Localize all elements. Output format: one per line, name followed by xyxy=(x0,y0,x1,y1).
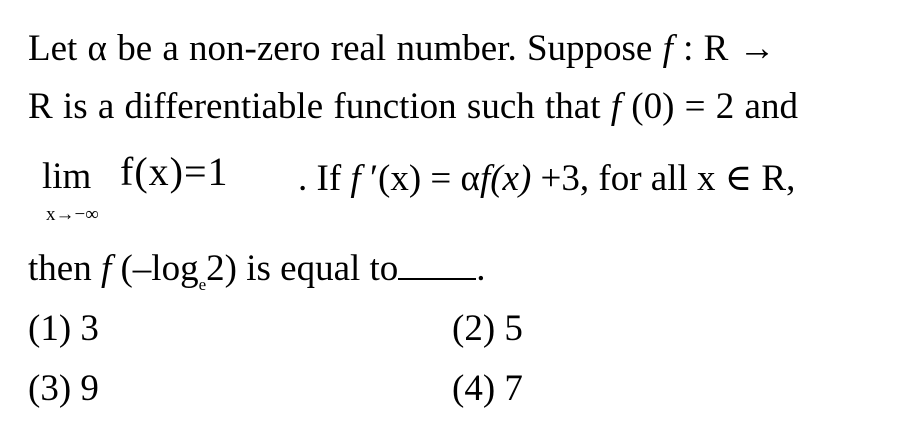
question-line-4 xyxy=(28,248,486,294)
question-line-2 xyxy=(28,88,798,125)
line4-text: then xyxy=(28,248,101,289)
function-f: f xyxy=(662,28,673,69)
line1-text-end: : R → xyxy=(672,28,776,69)
function-f: f xyxy=(100,248,112,289)
line2-text-end: (0) = 2 and xyxy=(621,86,798,127)
line1-text: Let α be a non-zero real number. Suppose xyxy=(28,28,663,69)
option-2[interactable]: (2) 5 xyxy=(452,308,523,349)
question-block xyxy=(28,0,888,424)
option-1[interactable]: (1) 3 xyxy=(28,308,99,349)
question-line-1 xyxy=(28,30,776,67)
line3-text: . If xyxy=(298,158,351,199)
line3-text-end: +3, for all x ∈ R, xyxy=(531,158,796,199)
option-4[interactable]: (4) 7 xyxy=(452,368,523,409)
lim-word: lim xyxy=(42,156,92,197)
log-text: (–log xyxy=(111,248,199,289)
limit-expression: f(x)=1 xyxy=(120,149,229,194)
question-line-3 xyxy=(298,160,795,197)
lim-subscript: x→−∞ xyxy=(46,204,99,225)
function-f-prime: f xyxy=(350,158,361,199)
answer-blank xyxy=(398,250,476,280)
function-f-of-x: f(x) xyxy=(479,158,532,199)
line2-text: R is a differentiable function such that xyxy=(28,86,611,127)
log-base-subscript: e xyxy=(198,275,207,294)
line3-derivative-text: ′(x) = α xyxy=(360,158,480,199)
line4-period: . xyxy=(476,248,486,289)
line4-text-end: 2) is equal to xyxy=(206,248,399,289)
limit-operator xyxy=(42,156,99,225)
function-f: f xyxy=(610,86,622,127)
option-3[interactable]: (3) 9 xyxy=(28,368,99,409)
